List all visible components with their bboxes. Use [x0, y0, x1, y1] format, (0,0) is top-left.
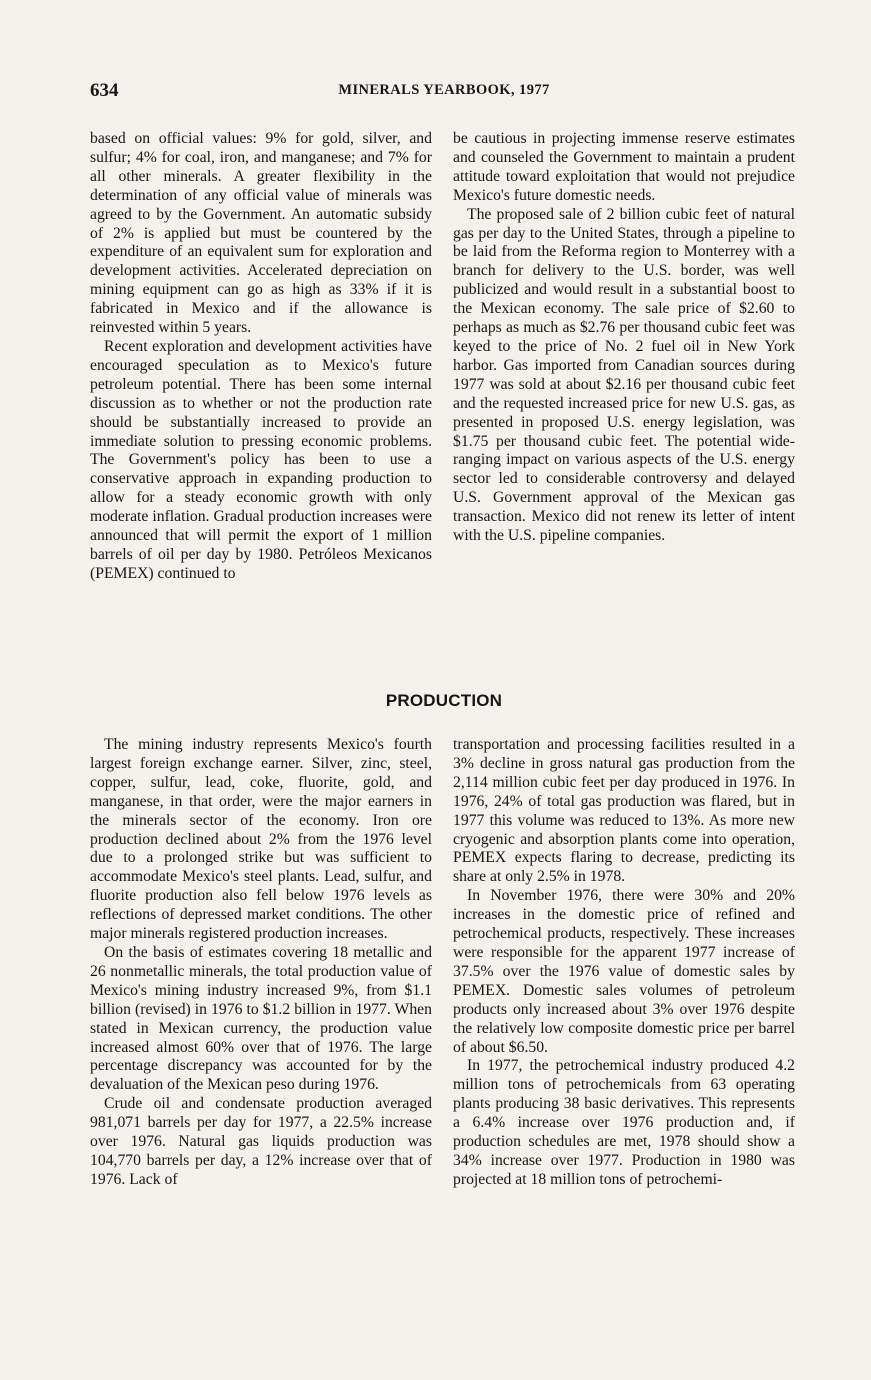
paragraph: be cautious in projecting immense reserve estimates and counseled the Government to maintain a prudent attitude toward exploitation that would not prejudice Mexico's future domestic needs.: [453, 130, 795, 204]
section-heading: PRODUCTION: [385, 691, 503, 710]
paragraph: In November 1976, there were 30% and 20% increases in the domestic price of refined and petrochemical products, respectively. These increases were responsible for the apparent 1977 increase of 37.5% over the 1976 value of domestic sales by PEMEX. Domestic sales volumes of petroleum products only increased about 3% over 1976 despite the relatively low composite domestic price per barrel of about $6.50.: [453, 887, 795, 1056]
page-header: [90, 80, 798, 108]
page-number: 634: [90, 80, 119, 101]
column-top-left: [90, 130, 432, 584]
paragraph: On the basis of estimates covering 18 metallic and 26 nonmetallic minerals, the total production value of Mexico's mining industry increased 9%, from $1.1 billion (revised) in 1976 to $1.2 billion in 1977. When stated in Mexican currency, the production value increased almost 60% over that of 1976. The large percentage discrepancy was accounted for by the devaluation of the Mexican peso during 1976.: [90, 943, 432, 1094]
paragraph: based on official values: 9% for gold, silver, and sulfur; 4% for coal, iron, and manganese; and 7% for all other minerals. A greater flexibility in the determination of any official value of minerals was agreed to by the Government. An automatic subsidy of 2% is applied but must be countered by the expenditure of an equivalent sum for exploration and development activities. Accelerated depreciation on mining equipment can go as high as 33% if it is fabricated in Mexico and if the allowance is reinvested within 5 years.: [90, 130, 432, 337]
paragraph: The mining industry represents Mexico's fourth largest foreign exchange earner. Silver, zinc, steel, copper, sulfur, lead, coke, fluorite, gold, and manganese, in that order, were the major earners in the minerals sector of the economy. Iron ore production declined about 2% from the 1976 level due to a prolonged strike but was sufficient to accommodate Mexico's steel plants. Lead, sulfur, and fluorite production also fell below 1976 levels as reflections of depressed market conditions. The other major minerals registered production increases.: [90, 736, 432, 943]
column-bottom-right: [453, 736, 795, 1190]
column-bottom-left: [90, 736, 432, 1190]
paragraph: transportation and processing facilities resulted in a 3% decline in gross natural gas production from the 2,114 million cubic feet per day produced in 1976. In 1976, 24% of total gas production was flared, but in 1977 this volume was reduced to 13%. As more new cryogenic and absorption plants come into operation, PEMEX expects flaring to decrease, predicting its share at only 2.5% in 1978.: [453, 736, 795, 886]
paragraph: Recent exploration and development activities have encouraged speculation as to Mexico's future petroleum potential. There has been some internal discussion as to whether or not the production rate should be substantially increased to provide an immediate solution to pressing economic problems. The Government's policy has been to use a conservative approach in expanding production to allow for a steady economic growth with only moderate inflation. Gradual production increases were announced that will permit the export of 1 million barrels of oil per day by 1980. Petróleos Mexicanos (PEMEX) continued to: [90, 337, 432, 582]
paragraph: The proposed sale of 2 billion cubic feet of natural gas per day to the United States, through a pipeline to be laid from the Reforma region to Monterrey with a branch for delivery to the U.S. border, was well publicized and would result in a substantial boost to the Mexican economy. The sale price of $2.60 to perhaps as much as $2.76 per thousand cubic feet was keyed to the price of No. 2 fuel oil in New York harbor. Gas imported from Canadian sources during 1977 was sold at about $2.16 per thousand cubic feet and the requested increased price for new U.S. gas, as presented in proposed U.S. energy legislation, was $1.75 per thousand cubic feet. The potential wide-ranging impact on various aspects of the U.S. energy sector led to considerable controversy and delayed U.S. Government approval of the Mexican gas transaction. Mexico did not renew its letter of intent with the U.S. pipeline companies.: [453, 205, 795, 545]
column-top-right: [453, 130, 795, 546]
paragraph: In 1977, the petrochemical industry produced 4.2 million tons of petrochemicals from 63 operating plants producing 38 basic derivatives. This represents a 6.4% increase over 1976 production and, if production schedules are met, 1978 should show a 34% increase over 1977. Production in 1980 was projected at 18 million tons of petrochemi-: [453, 1057, 795, 1188]
running-title: MINERALS YEARBOOK, 1977: [338, 82, 550, 98]
paragraph: Crude oil and condensate production averaged 981,071 barrels per day for 1977, a 22.5% increase over 1976. Natural gas liquids production was 104,770 barrels per day, a 12% increase over that of 1976. Lack of: [90, 1095, 432, 1188]
